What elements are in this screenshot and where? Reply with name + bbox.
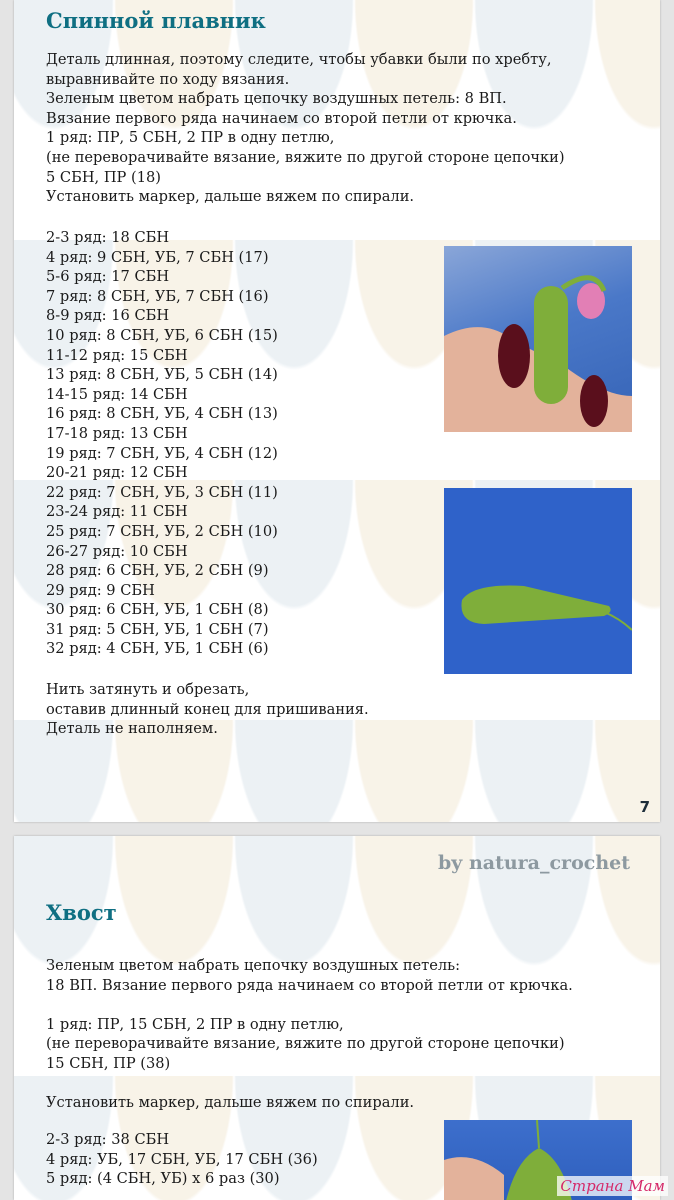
site-watermark: Страна Мам (557, 1176, 668, 1196)
text-line: оставив длинный конец для пришивания. (46, 700, 369, 718)
row-line: 4 ряд: 9 СБН, УБ, 7 СБН (17) (46, 248, 269, 266)
text-gap (46, 995, 573, 1015)
hand-shape (444, 1157, 504, 1200)
text-line: 15 СБН, ПР (38) (46, 1054, 171, 1072)
row-line: 8-9 ряд: 16 СБН (46, 307, 170, 325)
text-line: Вязание первого ряда начинаем со второй петли от крючка. (46, 109, 517, 127)
row-line: 20-21 ряд: 12 СБН (46, 464, 188, 482)
fingernail-shape (580, 375, 608, 427)
row-line: 16 ряд: 8 СБН, УБ, 4 СБН (13) (46, 405, 278, 423)
text-line: Зеленым цветом набрать цепочку воздушных петель: (46, 957, 461, 974)
row-line: 14-15 ряд: 14 СБН (46, 385, 188, 403)
row-line: 2-3 ряд: 18 СБН (46, 229, 170, 246)
page-number: 7 (639, 798, 650, 816)
row-line: 32 ряд: 4 СБН, УБ, 1 СБН (6) (46, 640, 269, 658)
text-gap (46, 1074, 573, 1094)
row-line: 28 ряд: 6 СБН, УБ, 2 СБН (9) (46, 562, 269, 580)
row-line: 5 ряд: (4 СБН, УБ) х 6 раз (30) (46, 1170, 280, 1188)
text-line: Установить маркер, дальше вяжем по спирали. (46, 188, 415, 206)
row-line: 5-6 ряд: 17 СБН (46, 268, 170, 286)
pattern-page-tail (14, 836, 660, 1200)
row-line: 29 ряд: 9 СБН (46, 581, 155, 599)
author-signature: by natura_crochet (438, 852, 630, 874)
text-line: выравнивайте по ходу вязания. (46, 70, 290, 88)
row-line: 2-3 ряд: 38 СБН (46, 1131, 170, 1148)
closing-text (46, 680, 369, 739)
green-fin-piece (534, 286, 568, 404)
row-line: 25 ряд: 7 СБН, УБ, 2 СБН (10) (46, 522, 278, 540)
row-line: 11-12 ряд: 15 СБН (46, 346, 188, 364)
row-line: 30 ряд: 6 СБН, УБ, 1 СБН (8) (46, 601, 269, 619)
text-line: (не переворачивайте вязание, вяжите по другой стороне цепочки) (46, 1035, 565, 1053)
yarn-tail (537, 1120, 539, 1148)
section-title: Хвост (46, 900, 117, 925)
row-line: 23-24 ряд: 11 СБН (46, 503, 188, 521)
text-line: Деталь длинная, поэтому следите, чтобы убавки были по хребту, (46, 51, 552, 68)
row-instructions (46, 228, 278, 659)
fin-in-hand-illustration (444, 246, 632, 432)
text-line: (не переворачивайте вязание, вяжите по другой стороне цепочки) (46, 148, 565, 166)
text-line: 1 ряд: ПР, 5 СБН, 2 ПР в одну петлю, (46, 129, 335, 147)
text-line: Установить маркер, дальше вяжем по спирали. (46, 1094, 415, 1112)
intro-text (46, 50, 565, 207)
row-line: 26-27 ряд: 10 СБН (46, 542, 188, 560)
text-line: 18 ВП. Вязание первого ряда начинаем со второй петли от крючка. (46, 976, 573, 994)
row-line: 31 ряд: 5 СБН, УБ, 1 СБН (7) (46, 620, 269, 638)
pattern-page-dorsal-fin (14, 0, 660, 822)
row-line: 22 ряд: 7 СБН, УБ, 3 СБН (11) (46, 483, 278, 501)
text-line: Деталь не наполняем. (46, 720, 218, 738)
text-line: 1 ряд: ПР, 15 СБН, 2 ПР в одну петлю, (46, 1015, 344, 1033)
row-line: 19 ряд: 7 СБН, УБ, 4 СБН (12) (46, 444, 278, 462)
text-line: 5 СБН, ПР (18) (46, 168, 161, 186)
row-line: 13 ряд: 8 СБН, УБ, 5 СБН (14) (46, 366, 278, 384)
row-line: 10 ряд: 8 СБН, УБ, 6 СБН (15) (46, 326, 278, 344)
row-line: 4 ряд: УБ, 17 СБН, УБ, 17 СБН (36) (46, 1150, 318, 1168)
flat-fin-illustration (444, 488, 632, 674)
yarn-tail (604, 612, 632, 630)
fin-photo-in-hand (444, 246, 632, 432)
intro-text (46, 956, 573, 1113)
text-line: Зеленым цветом набрать цепочку воздушных петель: 8 ВП. (46, 90, 507, 108)
fingernail-shape (498, 324, 530, 388)
row-line: 7 ряд: 8 СБН, УБ, 7 СБН (16) (46, 287, 269, 305)
green-fin-piece (461, 586, 610, 624)
fin-photo-flat (444, 488, 632, 674)
row-line: 17-18 ряд: 13 СБН (46, 424, 188, 442)
row-instructions (46, 1130, 318, 1189)
text-line: Нить затянуть и обрезать, (46, 681, 250, 698)
section-title: Спинной плавник (46, 8, 266, 33)
